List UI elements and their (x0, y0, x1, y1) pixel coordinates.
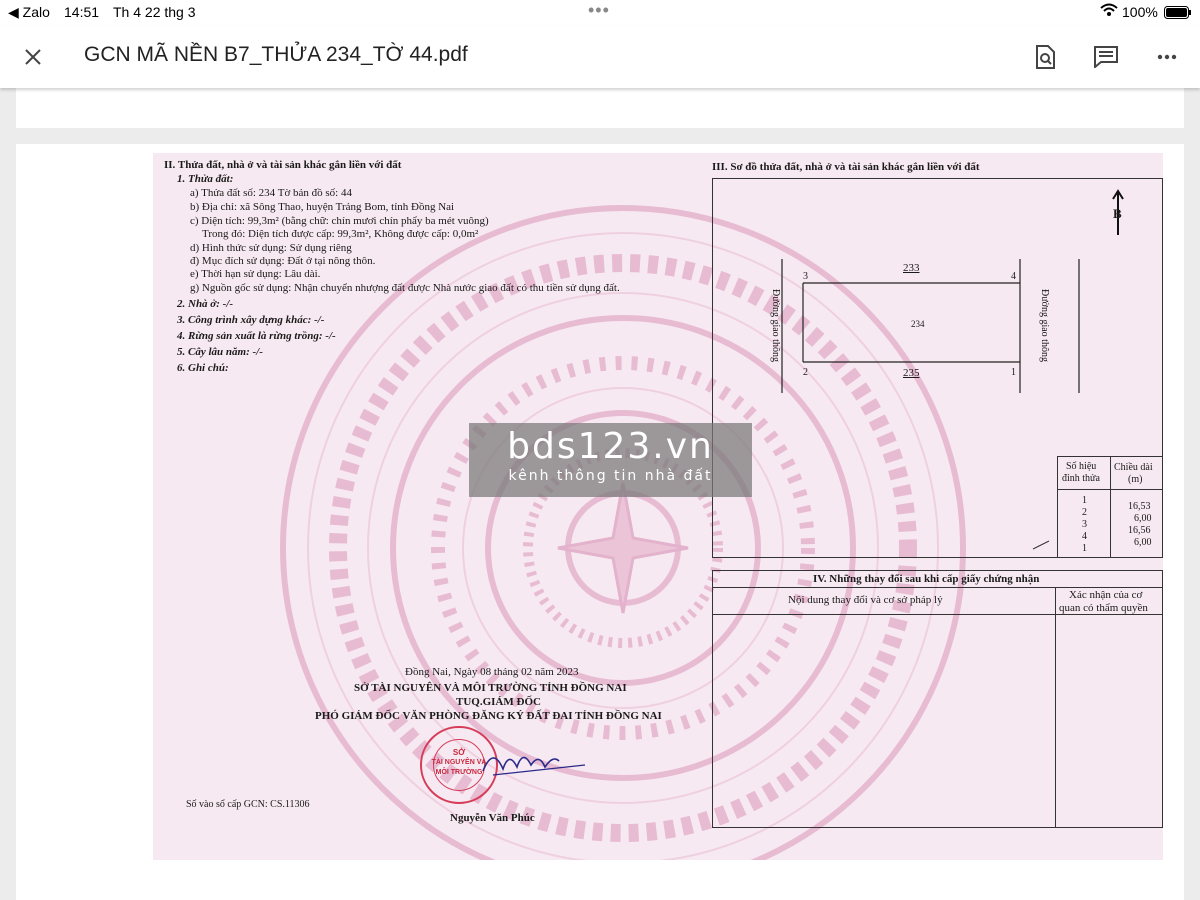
handwritten-signature (473, 741, 593, 781)
parcel-sketch (712, 178, 1163, 558)
certificate-book-number: Số vào sổ cấp GCN: CS.11306 (186, 799, 310, 810)
document-title: GCN MÃ NỀN B7_THỬA 234_TỜ 44.pdf (84, 43, 468, 66)
house-item: 2. Nhà ở: -/- (177, 298, 234, 310)
neighbor-parcel-235: 235 (903, 367, 920, 379)
usage-term: e) Thời hạn sử dụng: Lâu dài. (190, 268, 321, 280)
section2-heading: II. Thửa đất, nhà ở và tài sản khác gắn liền với đất (164, 159, 402, 171)
battery-percent: 100% (1122, 4, 1158, 20)
parcel-area: c) Diện tích: 99,3m² (bằng chữ: chín mươi chín phẩy ba mét vuông) (190, 215, 489, 227)
previous-page (16, 88, 1184, 128)
neighbor-parcel-233: 233 (903, 262, 920, 274)
table-cell-length: 6,00 (1134, 537, 1152, 548)
table-cell-length: 6,00 (1134, 513, 1152, 524)
wifi-icon (1100, 3, 1118, 20)
issuing-org: SỞ TÀI NGUYÊN VÀ MÔI TRƯỜNG TỈNH ĐỒNG NAI (354, 682, 627, 694)
pdf-toolbar (0, 26, 1200, 88)
changes-table (712, 570, 1163, 828)
watermark-brand: bds123.vn (507, 426, 714, 467)
table-row: 1 (1082, 495, 1087, 506)
table-row: 3 (1082, 519, 1087, 530)
table-row: 4 (1082, 531, 1087, 542)
multitask-dots-icon[interactable]: ••• (588, 0, 610, 20)
table-row: 2 (1082, 507, 1087, 518)
certificate-page (153, 153, 1163, 860)
close-button[interactable] (16, 40, 50, 74)
notes-item: 6. Ghi chú: (177, 362, 229, 374)
perennial-tree-item: 5. Cây lâu năm: -/- (177, 346, 263, 358)
usage-purpose: đ) Mục đích sử dụng: Đất ở tại nông thôn. (190, 255, 376, 267)
watermark (469, 423, 752, 497)
battery-icon (1164, 6, 1192, 22)
status-date: Th 4 22 thg 3 (113, 4, 196, 20)
authority-header-2: quan có thẩm quyền (1059, 602, 1148, 614)
section4-heading: IV. Những thay đổi sau khi cấp giấy chứng nhận (813, 573, 1040, 585)
parcel-address: b) Địa chỉ: xã Sông Thao, huyện Trảng Bom, tỉnh Đồng Nai (190, 201, 455, 213)
parcel-heading: 1. Thửa đất: (177, 173, 234, 185)
search-document-button[interactable] (1028, 40, 1062, 74)
corner-4: 4 (1011, 271, 1016, 282)
watermark-tagline: kênh thông tin nhà đất (508, 468, 713, 484)
col-length-header: Chiều dài (1114, 462, 1153, 473)
comments-button[interactable] (1089, 40, 1123, 74)
edge-length-table (1057, 456, 1162, 557)
north-label: B (1113, 206, 1122, 221)
status-time: 14:51 (64, 4, 100, 20)
road-right-label: Đường giao thông (1038, 289, 1050, 362)
close-icon (24, 48, 42, 66)
table-cell-length: 16,53 (1128, 501, 1151, 512)
forest-item: 4. Rừng sản xuất là rừng trồng: -/- (177, 330, 336, 342)
road-left-label: Đường giao thông (769, 289, 781, 362)
table-row: 1 (1082, 543, 1087, 554)
parcel-area-detail: Trong đó: Diện tích được cấp: 99,3m², Không được cấp: 0,0m² (202, 228, 479, 240)
signer-title: PHÓ GIÁM ĐỐC VĂN PHÒNG ĐĂNG KÝ ĐẤT ĐAI TỈNH ĐỒNG NAI (315, 710, 662, 722)
col-length-header-2: (m) (1128, 474, 1143, 485)
other-construction-item: 3. Công trình xây dựng khác: -/- (177, 314, 325, 326)
official-seal: SỞ TÀI NGUYÊN VÀ MÔI TRƯỜNG (420, 726, 498, 804)
table-cell-length: 16,56 (1128, 525, 1151, 536)
comment-icon (1094, 46, 1118, 68)
parcel-number: a) Thửa đất số: 234 Tờ bản đồ số: 44 (190, 187, 352, 199)
authority-header: Xác nhận của cơ (1069, 589, 1143, 601)
usage-form: d) Hình thức sử dụng: Sử dụng riêng (190, 242, 352, 254)
back-to-app[interactable]: ◀ Zalo (8, 4, 50, 20)
change-content-header: Nội dung thay đổi và cơ sở pháp lý (788, 594, 943, 606)
status-bar (0, 0, 1200, 26)
col-vertex-header-2: đỉnh thửa (1062, 473, 1100, 484)
corner-1: 1 (1011, 367, 1016, 378)
tuq-director: TUQ.GIÁM ĐỐC (456, 696, 541, 708)
place-date: Đồng Nai, Ngày 08 tháng 02 năm 2023 (405, 666, 579, 678)
usage-origin: g) Nguồn gốc sử dụng: Nhận chuyển nhượng đất được Nhà nước giao đất có thu tiền sử dụng đất. (190, 282, 620, 294)
search-document-icon (1034, 45, 1056, 69)
parcel-234-label: 234 (911, 319, 925, 329)
corner-3: 3 (803, 271, 808, 282)
more-options-button[interactable] (1150, 40, 1184, 74)
corner-2: 2 (803, 367, 808, 378)
section3-heading: III. Sơ đồ thửa đất, nhà ở và tài sản khác gắn liền với đất (712, 161, 980, 173)
col-vertex-header: Số hiệu (1066, 461, 1097, 472)
more-vertical-icon (1157, 54, 1177, 60)
signer-name: Nguyễn Văn Phúc (450, 812, 535, 824)
